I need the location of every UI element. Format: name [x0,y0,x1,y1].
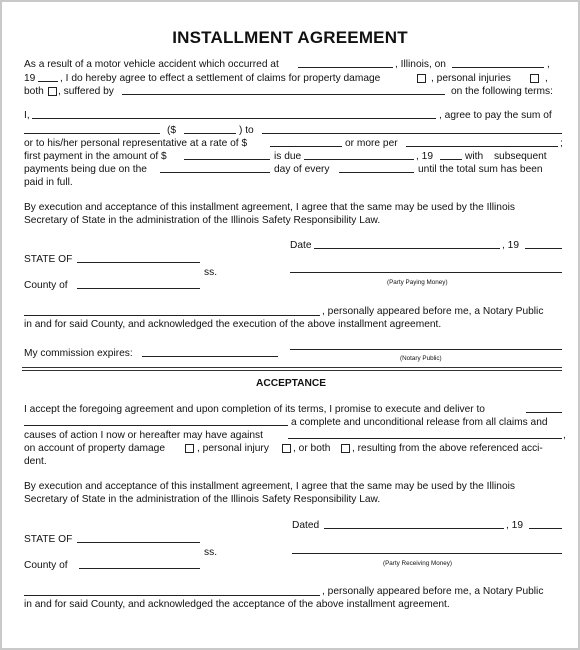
p1-line1-illinois: , Illinois, on [395,59,446,70]
sig1-state-field[interactable] [77,262,200,263]
sig2-dated-label: Dated [292,520,320,531]
acc-deliver-to-field-a[interactable] [526,412,562,413]
acc-line2: a complete and unconditional release from all claims and [291,417,548,428]
acc-line3: causes of action I now or hereafter may have against [24,430,263,441]
payment-interval-field[interactable] [339,172,414,173]
acc-against-field[interactable] [288,438,562,439]
form-title: INSTALLMENT AGREEMENT [172,28,408,47]
p2-line1-sum: , agree to pay the sum of [439,110,552,121]
p4-line1: By execution and acceptance of this installment agreement, I agree that the same may be used by the Illinois [24,481,515,492]
sig1-date-field[interactable] [314,248,500,249]
sig2-date-field[interactable] [324,528,504,529]
section-divider-bottom [22,370,562,371]
acc-line5-dent: dent. [24,456,47,467]
p1-line1-comma: , [547,59,550,70]
p2-line4-19: , 19 [416,151,433,162]
p3-line2: Secretary of State in the administration of the Illinois Safety Responsibility Law. [24,215,381,226]
sig2-party-caption: (Party Receiving Money) [383,560,452,567]
p4-line2: Secretary of State in the administration of the Illinois Safety Responsibility Law. [24,494,381,505]
sig2-receiver-signature-field[interactable] [292,553,562,554]
p2-line5-until: until the total sum has been [418,164,543,175]
rate-amount-field[interactable] [270,146,342,147]
p2-line3-rate: or to his/her personal representative at a rate of $ [24,138,248,149]
acc-both-checkbox[interactable] [341,444,350,453]
sig2-ack-text: in and for said County, and acknowledged the acceptance of the above installment agreement. [24,599,450,610]
acc-deliver-to-field-b[interactable] [24,425,288,426]
p2-line4-due: is due [274,151,302,162]
sig1-year-field[interactable] [525,248,562,249]
sig1-county-label: County of [24,280,68,291]
section-divider-top [22,367,562,368]
acc-property-damage-checkbox[interactable] [185,444,194,453]
sig1-appeared-name-field[interactable] [24,315,320,316]
payer-name-field[interactable] [32,118,436,119]
sum-amount-field[interactable] [184,133,236,134]
accident-year-field[interactable] [38,81,58,82]
p1-line3-both: both [24,86,44,97]
first-payment-field[interactable] [184,159,270,160]
acc-line4-property: on account of property damage [24,443,166,454]
sig1-ack-text: in and for said County, and acknowledged the execution of the above installment agreement. [24,319,442,330]
suffered-by-field[interactable] [122,94,445,95]
notary-signature-field[interactable] [290,349,562,350]
acc-line1: I accept the foregoing agreement and upon completion of its terms, I promise to execute and deliver to [24,404,485,415]
p2-line6-paid: paid in full. [24,177,73,188]
accident-location-field[interactable] [298,67,393,68]
sig2-state-field[interactable] [77,542,200,543]
notary-caption: (Notary Public) [400,355,442,362]
acc-line4-both: , or both [293,443,331,454]
top-border [0,0,580,2]
left-border [0,0,2,650]
p1-line3-terms: on the following terms: [451,86,553,97]
acceptance-heading: ACCEPTANCE [256,378,326,389]
first-payment-year-field[interactable] [440,159,462,160]
sig1-party-caption: (Party Paying Money) [387,279,448,286]
sig2-state-label: STATE OF [24,534,73,545]
sig1-appeared-text: , personally appeared before me, a Notary Public [322,306,544,317]
both-checkbox[interactable] [48,87,57,96]
p2-line3-semicolon: ; [560,138,563,149]
p2-line4-subsequent: with subsequent [465,151,547,162]
p2-line5-every: day of every [274,164,330,175]
personal-injuries-checkbox[interactable] [530,74,539,83]
sig1-county-field[interactable] [77,288,200,289]
sig1-ss: ss. [204,267,218,278]
p1-line2-text: , I do hereby agree to effect a settlement of claims for property damage [60,73,381,84]
first-payment-date-field[interactable] [304,159,414,160]
p1-line2-19: 19 [24,73,36,84]
acc-line3-comma: , [563,430,566,441]
sig2-year-field[interactable] [529,528,562,529]
p2-line4-first-payment: first payment in the amount of $ [24,151,167,162]
p2-line2-dollar: ($ [167,125,177,136]
p1-line1-text: As a result of a motor vehicle accident which occurred at [24,59,279,70]
sig2-county-label: County of [24,560,68,571]
p1-line2-injuries: , personal injuries [431,73,511,84]
sig1-payer-signature-field[interactable] [290,272,562,273]
p2-line3-more: or more per [345,138,398,149]
acc-line4-resulting: , resulting from the above referenced acci- [352,443,543,454]
p2-line2-to: ) to [239,125,254,136]
sig2-appeared-name-field[interactable] [24,595,320,596]
p2-line1-i: I, [24,110,30,121]
p1-line2-comma: , [545,73,548,84]
accident-date-field[interactable] [452,67,544,68]
commission-label: My commission expires: [24,348,133,359]
commission-expires-field[interactable] [142,356,278,357]
sig2-ss: ss. [204,547,218,558]
acc-personal-injury-checkbox[interactable] [282,444,291,453]
p3-line1: By execution and acceptance of this installment agreement, I agree that the same may be used by the Illinois [24,202,515,213]
payee-name-field[interactable] [262,133,562,134]
p2-line5-due-on: payments being due on the [24,164,147,175]
sig2-year-label: , 19 [506,520,523,531]
rate-period-field[interactable] [406,146,558,147]
sig2-county-field[interactable] [79,568,200,569]
sig2-appeared-text: , personally appeared before me, a Notary Public [322,586,544,597]
sig1-year-label: , 19 [502,240,519,251]
sig1-state-label: STATE OF [24,254,73,265]
property-damage-checkbox[interactable] [417,74,426,83]
p1-line3-suffered: , suffered by [58,86,114,97]
payment-day-field[interactable] [160,172,270,173]
acc-line4-injury: , personal injury [197,443,269,454]
sig1-date-label: Date [290,240,312,251]
sum-words-field[interactable] [24,133,160,134]
